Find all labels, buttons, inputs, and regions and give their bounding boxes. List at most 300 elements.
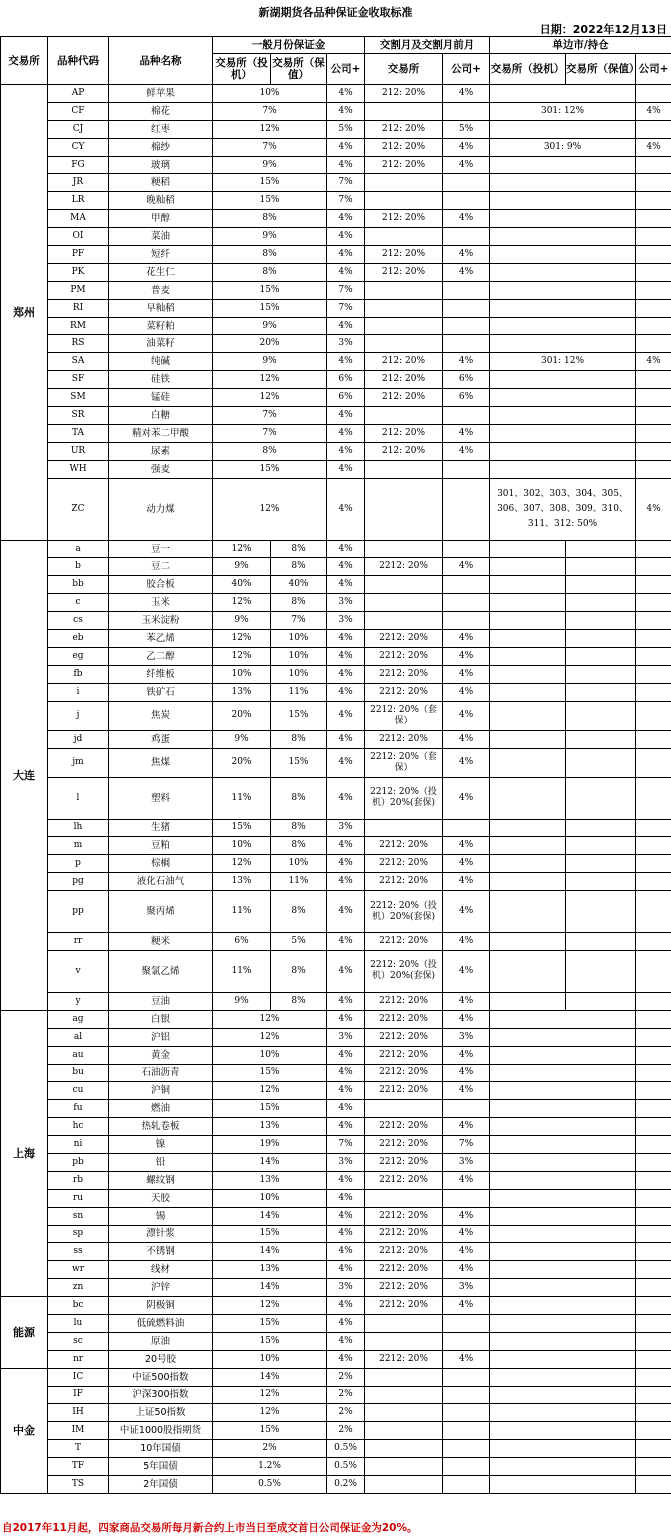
spec-margin-cell: 12% xyxy=(213,1297,327,1315)
uni-company-cell xyxy=(636,1476,671,1494)
uni-margin-cell xyxy=(490,1440,636,1458)
uni-spec-cell xyxy=(490,855,566,873)
delivery-company-cell: 4% xyxy=(443,1207,490,1225)
company-margin-cell: 4% xyxy=(327,576,365,594)
margin-table xyxy=(0,36,671,1494)
spec-margin-cell: 40% xyxy=(213,576,271,594)
uni-margin-cell xyxy=(490,1243,636,1261)
table-row xyxy=(1,228,671,246)
uni-spec-cell xyxy=(490,540,566,558)
header-name: 品种名称 xyxy=(109,37,213,85)
delivery-company-cell: 4% xyxy=(443,933,490,951)
delivery-margin-cell: 2212: 20% xyxy=(365,730,443,748)
company-margin-cell: 4% xyxy=(327,460,365,478)
table-row xyxy=(1,442,671,460)
uni-hedge-cell xyxy=(566,855,636,873)
delivery-company-cell xyxy=(443,1386,490,1404)
code-cell: ag xyxy=(48,1010,109,1028)
delivery-margin-cell: 212: 20% xyxy=(365,263,443,281)
hedge-margin-cell: 10% xyxy=(271,630,327,648)
name-cell: 漂针浆 xyxy=(109,1225,213,1243)
delivery-company-cell: 6% xyxy=(443,389,490,407)
spec-margin-cell: 15% xyxy=(213,281,327,299)
uni-company-cell xyxy=(636,612,671,630)
uni-spec-cell xyxy=(490,558,566,576)
spec-margin-cell: 10% xyxy=(213,837,271,855)
hedge-margin-cell: 8% xyxy=(271,730,327,748)
spec-margin-cell: 12% xyxy=(213,371,327,389)
delivery-company-cell xyxy=(443,228,490,246)
uni-margin-cell xyxy=(490,1422,636,1440)
delivery-company-cell xyxy=(443,1100,490,1118)
uni-company-cell xyxy=(636,85,671,103)
name-cell: 尿素 xyxy=(109,442,213,460)
table-row xyxy=(1,1458,671,1476)
spec-margin-cell: 20% xyxy=(213,701,271,730)
spec-margin-cell: 12% xyxy=(213,1386,327,1404)
code-cell: TS xyxy=(48,1476,109,1494)
header-uni-spec: 交易所（投机） xyxy=(490,54,566,85)
company-margin-cell: 2% xyxy=(327,1368,365,1386)
spec-margin-cell: 12% xyxy=(213,1010,327,1028)
code-cell: m xyxy=(48,837,109,855)
uni-company-cell xyxy=(636,933,671,951)
spec-margin-cell: 14% xyxy=(213,1153,327,1171)
code-cell: SF xyxy=(48,371,109,389)
hedge-margin-cell: 8% xyxy=(271,950,327,992)
company-margin-cell: 4% xyxy=(327,730,365,748)
name-cell: 晚籼稻 xyxy=(109,192,213,210)
spec-margin-cell: 15% xyxy=(213,192,327,210)
code-cell: ZC xyxy=(48,478,109,540)
table-row xyxy=(1,1386,671,1404)
delivery-margin-cell xyxy=(365,1368,443,1386)
spec-margin-cell: 6% xyxy=(213,933,271,951)
hedge-margin-cell: 7% xyxy=(271,612,327,630)
table-row xyxy=(1,950,671,992)
company-margin-cell: 4% xyxy=(327,630,365,648)
name-cell: 聚氯乙烯 xyxy=(109,950,213,992)
uni-company-cell xyxy=(636,460,671,478)
exchange-cell: 中金 xyxy=(1,1368,48,1493)
company-margin-cell: 3% xyxy=(327,1279,365,1297)
delivery-company-cell xyxy=(443,281,490,299)
uni-company-cell xyxy=(636,156,671,174)
company-margin-cell: 0.2% xyxy=(327,1476,365,1494)
company-margin-cell: 4% xyxy=(327,1082,365,1100)
uni-margin-cell xyxy=(490,1314,636,1332)
delivery-margin-cell xyxy=(365,819,443,837)
uni-margin-cell xyxy=(490,1046,636,1064)
uni-margin-cell xyxy=(490,1064,636,1082)
name-cell: 乙二醇 xyxy=(109,647,213,665)
company-margin-cell: 3% xyxy=(327,819,365,837)
table-row xyxy=(1,730,671,748)
table-row xyxy=(1,1100,671,1118)
delivery-company-cell xyxy=(443,1422,490,1440)
name-cell: 沪深300指数 xyxy=(109,1386,213,1404)
company-margin-cell: 4% xyxy=(327,424,365,442)
delivery-margin-cell: 2212: 20% xyxy=(365,1010,443,1028)
uni-company-cell xyxy=(636,1422,671,1440)
uni-hedge-cell xyxy=(566,748,636,777)
code-cell: FG xyxy=(48,156,109,174)
delivery-company-cell: 4% xyxy=(443,777,490,819)
code-cell: c xyxy=(48,594,109,612)
code-cell: IC xyxy=(48,1368,109,1386)
name-cell: 早籼稻 xyxy=(109,299,213,317)
name-cell: 20号胶 xyxy=(109,1350,213,1368)
name-cell: 菜油 xyxy=(109,228,213,246)
table-row xyxy=(1,1082,671,1100)
uni-company-cell xyxy=(636,950,671,992)
spec-margin-cell: 20% xyxy=(213,748,271,777)
hedge-margin-cell: 10% xyxy=(271,855,327,873)
code-cell: bb xyxy=(48,576,109,594)
table-row xyxy=(1,1118,671,1136)
company-margin-cell: 2% xyxy=(327,1422,365,1440)
spec-margin-cell: 7% xyxy=(213,102,327,120)
name-cell: 纤维板 xyxy=(109,665,213,683)
code-cell: fu xyxy=(48,1100,109,1118)
uni-company-cell xyxy=(636,1171,671,1189)
uni-margin-cell xyxy=(490,156,636,174)
uni-company-cell xyxy=(636,335,671,353)
spec-margin-cell: 0.5% xyxy=(213,1476,327,1494)
table-row xyxy=(1,665,671,683)
code-cell: hc xyxy=(48,1118,109,1136)
company-margin-cell: 4% xyxy=(327,558,365,576)
company-margin-cell: 4% xyxy=(327,1243,365,1261)
delivery-company-cell: 3% xyxy=(443,1279,490,1297)
table-row xyxy=(1,1225,671,1243)
name-cell: 原油 xyxy=(109,1332,213,1350)
delivery-margin-cell: 2212: 20% xyxy=(365,1136,443,1154)
delivery-company-cell: 4% xyxy=(443,1261,490,1279)
hedge-margin-cell: 5% xyxy=(271,933,327,951)
spec-margin-cell: 15% xyxy=(213,1064,327,1082)
code-cell: lu xyxy=(48,1314,109,1332)
spec-margin-cell: 15% xyxy=(213,1225,327,1243)
company-margin-cell: 4% xyxy=(327,1297,365,1315)
table-row xyxy=(1,424,671,442)
table-row xyxy=(1,1171,671,1189)
hedge-margin-cell: 40% xyxy=(271,576,327,594)
table-row xyxy=(1,389,671,407)
delivery-company-cell xyxy=(443,612,490,630)
delivery-company-cell xyxy=(443,1189,490,1207)
company-margin-cell: 3% xyxy=(327,1153,365,1171)
company-margin-cell: 4% xyxy=(327,1046,365,1064)
delivery-company-cell: 4% xyxy=(443,1010,490,1028)
name-cell: 焦炭 xyxy=(109,701,213,730)
uni-company-cell xyxy=(636,1350,671,1368)
header-delivery-company: 公司+ xyxy=(443,54,490,85)
name-cell: 天胶 xyxy=(109,1189,213,1207)
uni-company-cell xyxy=(636,442,671,460)
code-cell: ss xyxy=(48,1243,109,1261)
uni-company-cell xyxy=(636,873,671,891)
code-cell: LR xyxy=(48,192,109,210)
spec-margin-cell: 15% xyxy=(213,460,327,478)
table-row xyxy=(1,102,671,120)
code-cell: i xyxy=(48,683,109,701)
name-cell: 5年国债 xyxy=(109,1458,213,1476)
delivery-margin-cell xyxy=(365,612,443,630)
page-title: 新湖期货各品种保证金收取标准 xyxy=(258,6,413,19)
company-margin-cell: 4% xyxy=(327,1314,365,1332)
delivery-company-cell: 4% xyxy=(443,210,490,228)
uni-margin-cell xyxy=(490,371,636,389)
name-cell: 菜籽粕 xyxy=(109,317,213,335)
uni-hedge-cell xyxy=(566,612,636,630)
uni-margin-cell xyxy=(490,1100,636,1118)
spec-margin-cell: 9% xyxy=(213,156,327,174)
company-margin-cell: 4% xyxy=(327,442,365,460)
uni-hedge-cell xyxy=(566,630,636,648)
uni-company-cell xyxy=(636,1136,671,1154)
company-margin-cell: 4% xyxy=(327,156,365,174)
delivery-company-cell: 4% xyxy=(443,665,490,683)
exchange-cell: 上海 xyxy=(1,1010,48,1296)
table-row xyxy=(1,891,671,933)
name-cell: 普麦 xyxy=(109,281,213,299)
header-uni-company: 公司+ xyxy=(636,54,671,85)
uni-spec-cell xyxy=(490,873,566,891)
uni-company-cell xyxy=(636,174,671,192)
delivery-margin-cell: 2212: 20% xyxy=(365,873,443,891)
code-cell: OI xyxy=(48,228,109,246)
name-cell: 豆二 xyxy=(109,558,213,576)
spec-margin-cell: 12% xyxy=(213,389,327,407)
header-company: 公司+ xyxy=(327,54,365,85)
company-margin-cell: 4% xyxy=(327,1261,365,1279)
table-row xyxy=(1,1153,671,1171)
uni-margin-cell xyxy=(490,1118,636,1136)
spec-margin-cell: 9% xyxy=(213,228,327,246)
company-margin-cell: 4% xyxy=(327,855,365,873)
delivery-margin-cell: 2212: 20% xyxy=(365,630,443,648)
margin-table-body xyxy=(1,85,671,1494)
name-cell: 热轧卷板 xyxy=(109,1118,213,1136)
uni-company-cell xyxy=(636,837,671,855)
uni-company-cell: 4% xyxy=(636,478,671,540)
uni-margin-cell: 301: 12% xyxy=(490,102,636,120)
delivery-company-cell xyxy=(443,1368,490,1386)
uni-company-cell xyxy=(636,540,671,558)
header-spec: 交易所（投机） xyxy=(213,54,271,85)
uni-company-cell xyxy=(636,263,671,281)
spec-margin-cell: 9% xyxy=(213,612,271,630)
uni-margin-cell xyxy=(490,1171,636,1189)
uni-spec-cell xyxy=(490,594,566,612)
uni-hedge-cell xyxy=(566,558,636,576)
uni-hedge-cell xyxy=(566,540,636,558)
hedge-margin-cell: 15% xyxy=(271,701,327,730)
delivery-margin-cell xyxy=(365,1386,443,1404)
name-cell: 2年国债 xyxy=(109,1476,213,1494)
delivery-margin-cell xyxy=(365,594,443,612)
delivery-margin-cell: 212: 20% xyxy=(365,138,443,156)
company-margin-cell: 4% xyxy=(327,85,365,103)
code-cell: IH xyxy=(48,1404,109,1422)
delivery-margin-cell: 2212: 20% xyxy=(365,1297,443,1315)
spec-margin-cell: 12% xyxy=(213,1404,327,1422)
delivery-company-cell xyxy=(443,192,490,210)
delivery-margin-cell: 2212: 20% xyxy=(365,683,443,701)
uni-hedge-cell xyxy=(566,730,636,748)
code-cell: RS xyxy=(48,335,109,353)
uni-margin-cell xyxy=(490,1153,636,1171)
spec-margin-cell: 1.2% xyxy=(213,1458,327,1476)
uni-spec-cell xyxy=(490,777,566,819)
delivery-company-cell: 4% xyxy=(443,1350,490,1368)
code-cell: SM xyxy=(48,389,109,407)
spec-margin-cell: 14% xyxy=(213,1243,327,1261)
hedge-margin-cell: 8% xyxy=(271,891,327,933)
name-cell: 棉花 xyxy=(109,102,213,120)
table-row xyxy=(1,873,671,891)
table-row xyxy=(1,855,671,873)
delivery-company-cell xyxy=(443,540,490,558)
company-margin-cell: 4% xyxy=(327,1350,365,1368)
uni-company-cell xyxy=(636,777,671,819)
table-row xyxy=(1,478,671,540)
uni-hedge-cell xyxy=(566,950,636,992)
company-margin-cell: 4% xyxy=(327,138,365,156)
spec-margin-cell: 10% xyxy=(213,1046,327,1064)
spec-margin-cell: 15% xyxy=(213,1100,327,1118)
uni-spec-cell xyxy=(490,933,566,951)
spec-margin-cell: 14% xyxy=(213,1207,327,1225)
code-cell: PK xyxy=(48,263,109,281)
table-row xyxy=(1,701,671,730)
name-cell: 10年国债 xyxy=(109,1440,213,1458)
uni-margin-cell xyxy=(490,317,636,335)
delivery-company-cell xyxy=(443,1458,490,1476)
spec-margin-cell: 12% xyxy=(213,647,271,665)
table-row xyxy=(1,594,671,612)
delivery-company-cell xyxy=(443,460,490,478)
name-cell: 石油沥青 xyxy=(109,1064,213,1082)
name-cell: 低硫燃料油 xyxy=(109,1314,213,1332)
spec-margin-cell: 10% xyxy=(213,665,271,683)
table-row xyxy=(1,683,671,701)
delivery-margin-cell: 2212: 20% xyxy=(365,1064,443,1082)
uni-hedge-cell xyxy=(566,701,636,730)
spec-margin-cell: 7% xyxy=(213,424,327,442)
delivery-margin-cell: 2212: 20% xyxy=(365,1225,443,1243)
table-row xyxy=(1,576,671,594)
spec-margin-cell: 8% xyxy=(213,442,327,460)
spec-margin-cell: 14% xyxy=(213,1279,327,1297)
table-row xyxy=(1,540,671,558)
delivery-margin-cell: 2212: 20% xyxy=(365,1243,443,1261)
delivery-margin-cell: 2212: 20% xyxy=(365,1046,443,1064)
table-row xyxy=(1,85,671,103)
table-row xyxy=(1,819,671,837)
code-cell: jm xyxy=(48,748,109,777)
delivery-margin-cell xyxy=(365,1332,443,1350)
code-cell: j xyxy=(48,701,109,730)
code-cell: rr xyxy=(48,933,109,951)
table-row xyxy=(1,317,671,335)
uni-margin-cell: 301: 9% xyxy=(490,138,636,156)
delivery-company-cell xyxy=(443,335,490,353)
code-cell: sc xyxy=(48,1332,109,1350)
code-cell: fb xyxy=(48,665,109,683)
uni-hedge-cell xyxy=(566,647,636,665)
spec-margin-cell: 20% xyxy=(213,335,327,353)
uni-company-cell xyxy=(636,1314,671,1332)
table-row xyxy=(1,647,671,665)
delivery-margin-cell xyxy=(365,460,443,478)
delivery-margin-cell: 212: 20% xyxy=(365,210,443,228)
uni-hedge-cell xyxy=(566,891,636,933)
name-cell: 硅铁 xyxy=(109,371,213,389)
table-row xyxy=(1,1476,671,1494)
uni-company-cell xyxy=(636,701,671,730)
delivery-margin-cell xyxy=(365,1476,443,1494)
name-cell: 胶合板 xyxy=(109,576,213,594)
company-margin-cell: 0.5% xyxy=(327,1440,365,1458)
company-margin-cell: 4% xyxy=(327,701,365,730)
name-cell: 油菜籽 xyxy=(109,335,213,353)
company-margin-cell: 4% xyxy=(327,1189,365,1207)
table-row xyxy=(1,246,671,264)
hedge-margin-cell: 11% xyxy=(271,683,327,701)
hedge-margin-cell: 8% xyxy=(271,992,327,1010)
code-cell: PF xyxy=(48,246,109,264)
uni-margin-cell xyxy=(490,389,636,407)
delivery-company-cell: 4% xyxy=(443,1297,490,1315)
table-row xyxy=(1,1136,671,1154)
uni-company-cell xyxy=(636,1010,671,1028)
uni-company-cell xyxy=(636,683,671,701)
code-cell: TA xyxy=(48,424,109,442)
uni-company-cell: 4% xyxy=(636,353,671,371)
code-cell: sn xyxy=(48,1207,109,1225)
table-row xyxy=(1,1279,671,1297)
header-code: 品种代码 xyxy=(48,37,109,85)
uni-company-cell xyxy=(636,299,671,317)
table-row xyxy=(1,1314,671,1332)
company-margin-cell: 4% xyxy=(327,407,365,425)
code-cell: bc xyxy=(48,1297,109,1315)
company-margin-cell: 4% xyxy=(327,748,365,777)
table-row xyxy=(1,1297,671,1315)
uni-company-cell xyxy=(636,246,671,264)
uni-margin-cell xyxy=(490,335,636,353)
delivery-company-cell xyxy=(443,1440,490,1458)
uni-hedge-cell xyxy=(566,992,636,1010)
table-row xyxy=(1,630,671,648)
name-cell: 纯碱 xyxy=(109,353,213,371)
uni-company-cell xyxy=(636,281,671,299)
uni-margin-cell xyxy=(490,1010,636,1028)
name-cell: 锡 xyxy=(109,1207,213,1225)
uni-margin-cell xyxy=(490,299,636,317)
company-margin-cell: 4% xyxy=(327,102,365,120)
delivery-margin-cell xyxy=(365,478,443,540)
uni-margin-cell xyxy=(490,1476,636,1494)
code-cell: b xyxy=(48,558,109,576)
uni-spec-cell xyxy=(490,701,566,730)
uni-spec-cell xyxy=(490,992,566,1010)
delivery-company-cell: 4% xyxy=(443,855,490,873)
company-margin-cell: 4% xyxy=(327,683,365,701)
delivery-margin-cell: 212: 20% xyxy=(365,120,443,138)
